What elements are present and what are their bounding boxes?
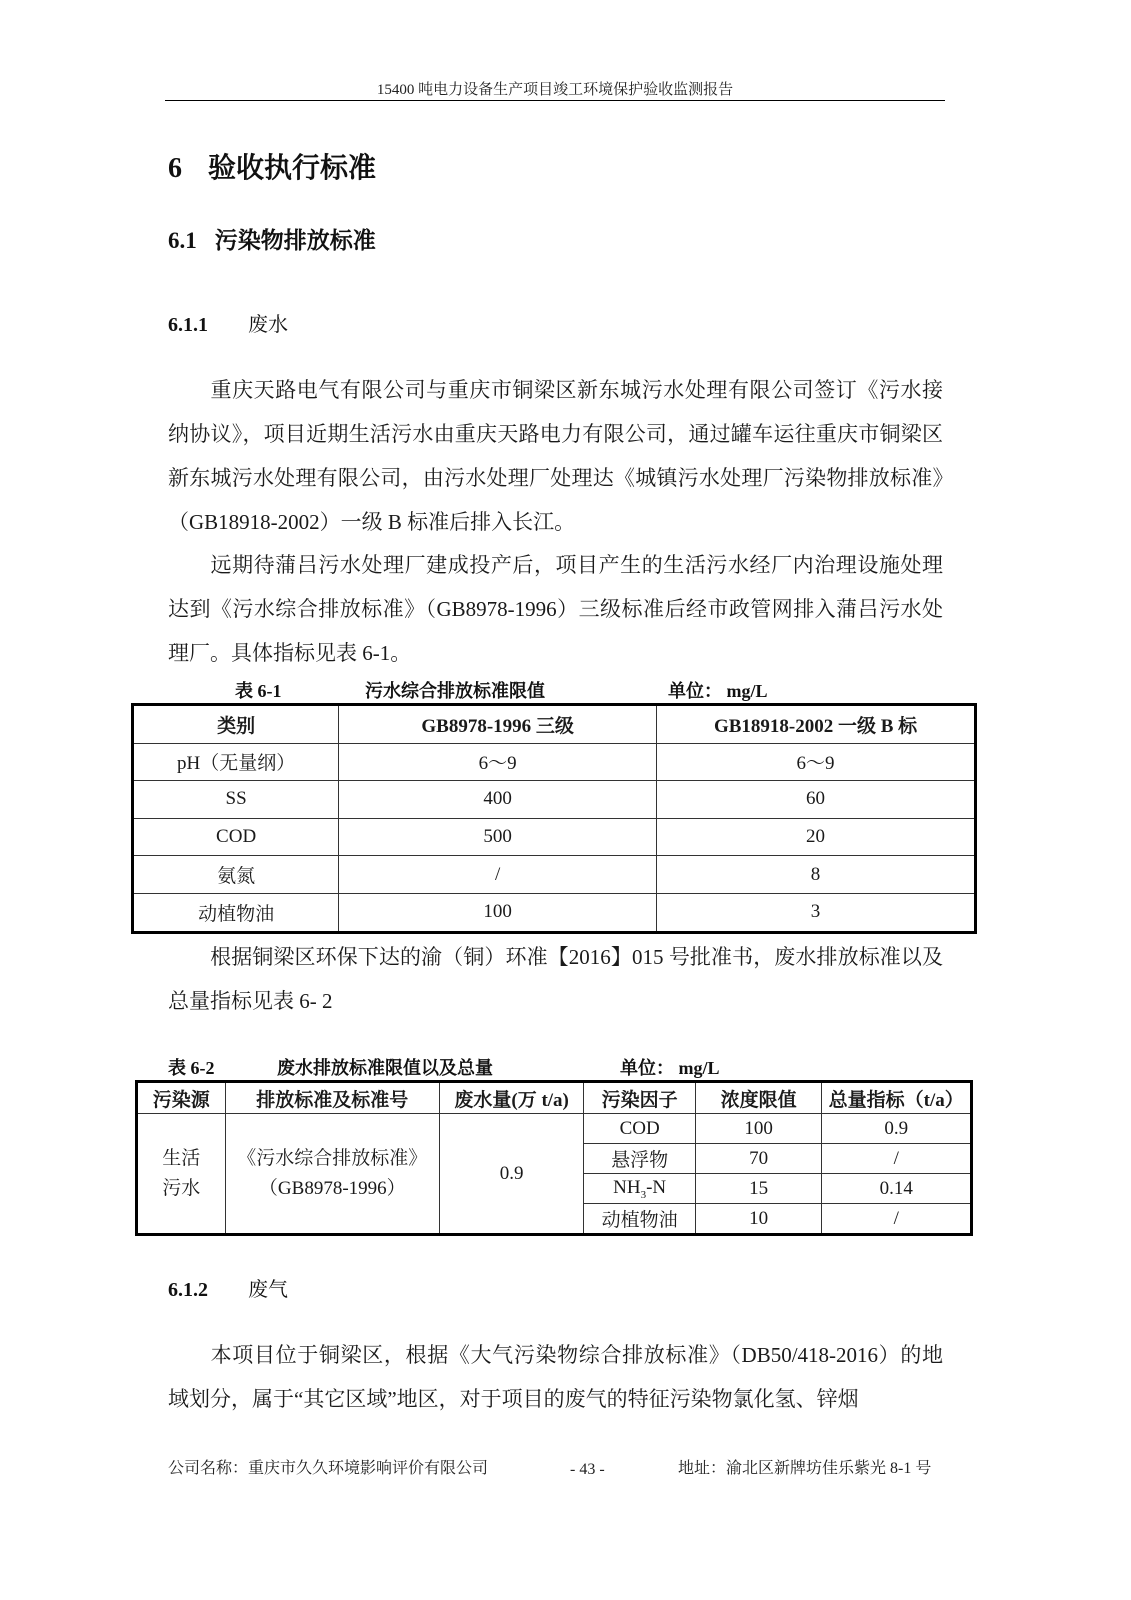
total-cell: 0.9: [822, 1114, 972, 1144]
table1-caption-title: 污水综合排放标准限值: [365, 681, 545, 701]
footer-page-number: - 43 -: [570, 1461, 605, 1478]
subsection-title: 废水: [248, 314, 288, 336]
table1-cell: 3: [657, 893, 976, 932]
standard-line-2: （GB8978-1996）: [258, 1177, 406, 1199]
factor-subscript: 3: [640, 1188, 647, 1201]
table1-cell: 500: [339, 818, 657, 856]
footer-company: 公司名称：重庆市久久环境影响评价有限公司: [168, 1460, 489, 1477]
subsection-number: 6.1.2: [168, 1279, 208, 1301]
table-6-2: [135, 1080, 973, 1236]
table1-cell: 氨氮: [133, 856, 339, 894]
table1-cell: 60: [657, 781, 976, 819]
table2-caption: [0, 1054, 1131, 1078]
section-number: 6.1: [168, 228, 197, 253]
table2-header-cell: 污染源: [137, 1082, 226, 1114]
table1-cell: 8: [657, 856, 976, 894]
subsection-heading-wastewater: [168, 308, 288, 337]
table1-cell: 100: [339, 893, 657, 932]
paragraph-4-text: 本项目位于铜梁区，根据《大气污染物综合排放标准》（DB50/418-2016）的地域划分，属于“其它区域”地区，对于项目的废气的特征污染物氯化氢、锌烟: [168, 1343, 943, 1411]
factor-cell: [584, 1174, 696, 1204]
table-row: [133, 856, 976, 894]
table2-header-cell: 排放标准及标准号: [225, 1082, 439, 1114]
table1-cell: pH（无量纲）: [133, 743, 339, 781]
table1-header-cell: 类别: [133, 705, 339, 744]
table1-cell: 动植物油: [133, 893, 339, 932]
table-row: [133, 743, 976, 781]
limit-cell: 10: [695, 1204, 821, 1235]
chapter-heading: [168, 146, 376, 186]
wastewater-volume-cell: 0.9: [439, 1114, 583, 1235]
limit-cell: 70: [695, 1144, 821, 1174]
paragraph-1-text: 重庆天路电气有限公司与重庆市铜梁区新东城污水处理有限公司签订《污水接纳协议》，项目近期生活污水由重庆天路电力有限公司，通过罐车运往重庆市铜梁区新东城污水处理有限公司，由污水处理厂处理达《城镇污水处理厂污染物排放标准》（GB18918-2002）一级 B 标准后排入长江。: [168, 378, 943, 534]
subsection-heading-exhaust: [168, 1273, 288, 1302]
factor-cell: 动植物油: [584, 1204, 696, 1235]
paragraph-2: [168, 543, 943, 675]
table1-caption-number: 表 6-1: [235, 681, 282, 701]
table1-cell: /: [339, 856, 657, 894]
table-6-1: [131, 703, 977, 934]
table2-caption-number: 表 6-2: [168, 1058, 215, 1078]
total-cell: /: [822, 1144, 972, 1174]
factor-cell: 悬浮物: [584, 1144, 696, 1174]
table1-caption-unit: 单位： mg/L: [668, 681, 768, 701]
pollution-source-cell: [137, 1114, 226, 1235]
table2-header-row: [137, 1082, 972, 1114]
table1-header-cell: GB8978-1996 三级: [339, 705, 657, 744]
table2-caption-unit: 单位： mg/L: [620, 1058, 720, 1078]
table2-caption-title: 废水排放标准限值以及总量: [277, 1058, 493, 1078]
table2-header-cell: 浓度限值: [695, 1082, 821, 1114]
limit-cell: 15: [695, 1174, 821, 1204]
chapter-title: 验收执行标准: [208, 151, 377, 184]
table1-cell: COD: [133, 818, 339, 856]
table-row: [137, 1114, 972, 1144]
table1-cell: SS: [133, 781, 339, 819]
paragraph-3-text: 根据铜梁区环保下达的渝（铜）环准【2016】015 号批准书，废水排放标准以及总量指标见表 6- 2: [168, 945, 943, 1013]
paragraph-3: [168, 935, 943, 1023]
source-line-2: 污水: [162, 1177, 201, 1199]
table2-header-cell: 废水量(万 t/a): [439, 1082, 583, 1114]
total-cell: 0.14: [822, 1174, 972, 1204]
table1-cell: 6～9: [657, 743, 976, 781]
table1-header-row: [133, 705, 976, 744]
table1-cell: 400: [339, 781, 657, 819]
factor-main: NH: [613, 1176, 641, 1198]
subsection-number: 6.1.1: [168, 314, 208, 336]
limit-cell: 100: [695, 1114, 821, 1144]
table1-caption: [0, 677, 1131, 701]
table-row: [133, 893, 976, 932]
header-rule: [165, 100, 945, 101]
chapter-number: 6: [168, 153, 182, 184]
subsection-title: 废气: [248, 1279, 288, 1301]
paragraph-2-text: 远期待蒲吕污水处理厂建成投产后，项目产生的生活污水经厂内治理设施处理达到《污水综合排放标准》（GB8978-1996）三级标准后经市政管网排入蒲吕污水处理厂。具体指标见表 6-1。: [168, 553, 943, 665]
table2-header-cell: 污染因子: [584, 1082, 696, 1114]
table1-cell: 20: [657, 818, 976, 856]
standard-line-1: 《污水综合排放标准》: [237, 1147, 428, 1169]
table-row: [133, 781, 976, 819]
paragraph-1: [168, 368, 943, 544]
section-title: 污染物排放标准: [214, 228, 376, 254]
factor-cell: COD: [584, 1114, 696, 1144]
table2-header-cell: 总量指标（t/a）: [822, 1082, 972, 1114]
factor-tail: -N: [646, 1176, 667, 1198]
footer-address: 地址：渝北区新牌坊佳乐紫光 8-1 号: [678, 1460, 932, 1477]
table-row: [133, 818, 976, 856]
total-cell: /: [822, 1204, 972, 1235]
source-line-1: 生活: [162, 1147, 201, 1169]
table1-header-cell: GB18918-2002 一级 B 标: [657, 705, 976, 744]
paragraph-4: [168, 1333, 943, 1421]
running-header-title: 15400 吨电力设备生产项目竣工环境保护验收监测报告: [376, 82, 734, 98]
section-heading: [168, 222, 376, 255]
table1-cell: 6～9: [339, 743, 657, 781]
standard-cell: [225, 1114, 439, 1235]
